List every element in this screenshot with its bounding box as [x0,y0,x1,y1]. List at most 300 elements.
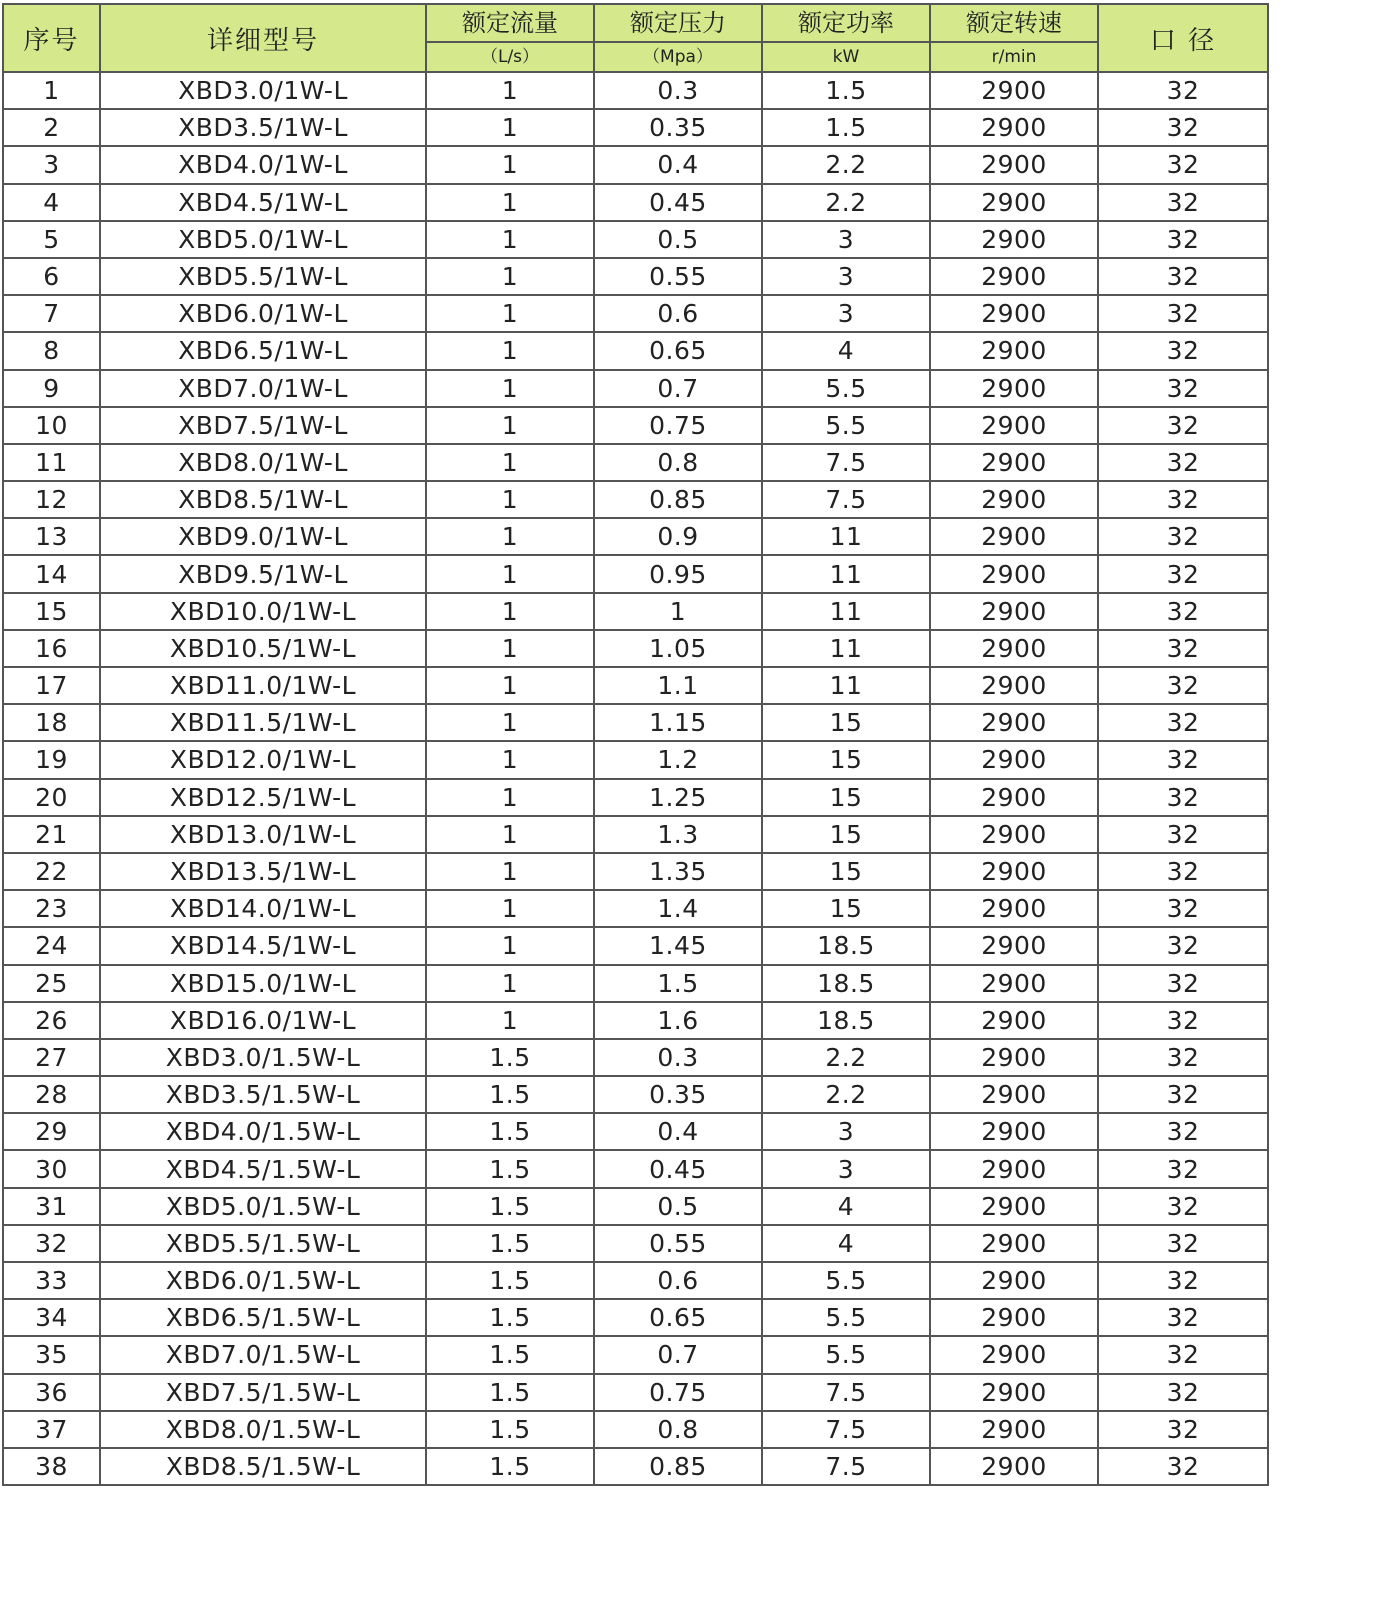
cell-diameter: 32 [1098,1113,1268,1150]
cell-flow: 1 [426,295,594,332]
cell-model: XBD9.5/1W-L [100,555,426,592]
cell-flow: 1.5 [426,1411,594,1448]
cell-speed: 2900 [930,109,1098,146]
cell-flow: 1 [426,630,594,667]
table-row [3,1411,1268,1448]
cell-model: XBD10.0/1W-L [100,593,426,630]
cell-speed: 2900 [930,258,1098,295]
table-row [3,295,1268,332]
cell-speed: 2900 [930,965,1098,1002]
cell-speed: 2900 [930,630,1098,667]
unit-flow: （L/s） [426,42,594,72]
cell-power: 1.5 [762,109,930,146]
cell-speed: 2900 [930,741,1098,778]
header-flow: 额定流量 [426,4,594,42]
cell-diameter: 32 [1098,1188,1268,1225]
cell-speed: 2900 [930,370,1098,407]
cell-index: 12 [3,481,100,518]
cell-power: 15 [762,741,930,778]
cell-speed: 2900 [930,816,1098,853]
table-header [3,4,1268,72]
cell-speed: 2900 [930,1150,1098,1187]
table-row [3,184,1268,221]
cell-flow: 1.5 [426,1448,594,1485]
cell-model: XBD3.5/1W-L [100,109,426,146]
cell-speed: 2900 [930,890,1098,927]
cell-pressure: 0.7 [594,370,762,407]
cell-pressure: 1.1 [594,667,762,704]
cell-pressure: 1.5 [594,965,762,1002]
cell-model: XBD4.0/1W-L [100,146,426,183]
cell-pressure: 1.05 [594,630,762,667]
cell-diameter: 32 [1098,779,1268,816]
unit-power: kW [762,42,930,72]
cell-speed: 2900 [930,221,1098,258]
cell-pressure: 0.6 [594,295,762,332]
cell-model: XBD13.0/1W-L [100,816,426,853]
cell-power: 7.5 [762,1411,930,1448]
cell-diameter: 32 [1098,1076,1268,1113]
cell-diameter: 32 [1098,109,1268,146]
cell-diameter: 32 [1098,407,1268,444]
cell-flow: 1 [426,146,594,183]
cell-model: XBD5.0/1W-L [100,221,426,258]
cell-power: 2.2 [762,1076,930,1113]
cell-diameter: 32 [1098,1411,1268,1448]
cell-flow: 1.5 [426,1076,594,1113]
table-row [3,890,1268,927]
cell-diameter: 32 [1098,1225,1268,1262]
table-row [3,518,1268,555]
cell-speed: 2900 [930,1448,1098,1485]
cell-flow: 1.5 [426,1225,594,1262]
cell-diameter: 32 [1098,518,1268,555]
cell-pressure: 1.3 [594,816,762,853]
cell-diameter: 32 [1098,630,1268,667]
table-row [3,481,1268,518]
cell-speed: 2900 [930,72,1098,109]
cell-flow: 1 [426,741,594,778]
header-pressure: 额定压力 [594,4,762,42]
cell-power: 5.5 [762,1262,930,1299]
cell-index: 22 [3,853,100,890]
table-row [3,1039,1268,1076]
cell-index: 28 [3,1076,100,1113]
cell-pressure: 0.95 [594,555,762,592]
cell-flow: 1 [426,779,594,816]
cell-pressure: 0.45 [594,1150,762,1187]
table-row [3,258,1268,295]
table-row [3,370,1268,407]
table-body [3,72,1268,1485]
cell-model: XBD3.0/1W-L [100,72,426,109]
cell-speed: 2900 [930,1336,1098,1373]
cell-diameter: 32 [1098,593,1268,630]
cell-diameter: 32 [1098,1150,1268,1187]
cell-model: XBD6.5/1W-L [100,332,426,369]
cell-power: 3 [762,221,930,258]
cell-pressure: 0.85 [594,481,762,518]
cell-pressure: 1.35 [594,853,762,890]
cell-diameter: 32 [1098,1039,1268,1076]
cell-model: XBD9.0/1W-L [100,518,426,555]
cell-diameter: 32 [1098,258,1268,295]
cell-diameter: 32 [1098,667,1268,704]
cell-index: 11 [3,444,100,481]
cell-index: 26 [3,1002,100,1039]
table-row [3,1299,1268,1336]
cell-flow: 1 [426,965,594,1002]
cell-index: 34 [3,1299,100,1336]
table-row [3,1448,1268,1485]
cell-model: XBD10.5/1W-L [100,630,426,667]
cell-model: XBD14.0/1W-L [100,890,426,927]
cell-diameter: 32 [1098,1262,1268,1299]
cell-power: 3 [762,295,930,332]
cell-speed: 2900 [930,853,1098,890]
cell-model: XBD11.0/1W-L [100,667,426,704]
cell-flow: 1 [426,109,594,146]
cell-index: 1 [3,72,100,109]
header-power: 额定功率 [762,4,930,42]
cell-pressure: 1.45 [594,927,762,964]
cell-model: XBD12.0/1W-L [100,741,426,778]
cell-power: 15 [762,779,930,816]
cell-speed: 2900 [930,1039,1098,1076]
cell-model: XBD4.5/1W-L [100,184,426,221]
cell-model: XBD7.5/1.5W-L [100,1374,426,1411]
cell-flow: 1.5 [426,1262,594,1299]
cell-speed: 2900 [930,481,1098,518]
cell-pressure: 0.4 [594,146,762,183]
cell-pressure: 0.65 [594,332,762,369]
cell-pressure: 1.2 [594,741,762,778]
cell-diameter: 32 [1098,927,1268,964]
cell-power: 11 [762,667,930,704]
cell-diameter: 32 [1098,370,1268,407]
cell-speed: 2900 [930,146,1098,183]
cell-flow: 1 [426,444,594,481]
table-row [3,667,1268,704]
table-row [3,1374,1268,1411]
cell-flow: 1 [426,258,594,295]
table-row [3,1188,1268,1225]
cell-power: 11 [762,518,930,555]
cell-model: XBD4.5/1.5W-L [100,1150,426,1187]
cell-index: 9 [3,370,100,407]
cell-flow: 1 [426,555,594,592]
cell-power: 7.5 [762,1448,930,1485]
cell-pressure: 0.35 [594,109,762,146]
cell-power: 3 [762,258,930,295]
cell-power: 7.5 [762,1374,930,1411]
cell-index: 13 [3,518,100,555]
cell-model: XBD7.0/1W-L [100,370,426,407]
cell-diameter: 32 [1098,481,1268,518]
cell-pressure: 0.85 [594,1448,762,1485]
cell-diameter: 32 [1098,444,1268,481]
cell-pressure: 1.15 [594,704,762,741]
cell-power: 11 [762,555,930,592]
table-row [3,779,1268,816]
cell-diameter: 32 [1098,72,1268,109]
cell-pressure: 0.4 [594,1113,762,1150]
table-row [3,1336,1268,1373]
cell-index: 19 [3,741,100,778]
table-row [3,741,1268,778]
cell-index: 32 [3,1225,100,1262]
cell-diameter: 32 [1098,1448,1268,1485]
table-row [3,72,1268,109]
table-row [3,593,1268,630]
cell-model: XBD14.5/1W-L [100,927,426,964]
cell-index: 23 [3,890,100,927]
cell-speed: 2900 [930,779,1098,816]
cell-flow: 1 [426,704,594,741]
cell-pressure: 1.4 [594,890,762,927]
cell-flow: 1.5 [426,1039,594,1076]
cell-power: 15 [762,890,930,927]
cell-speed: 2900 [930,1113,1098,1150]
cell-model: XBD7.0/1.5W-L [100,1336,426,1373]
cell-diameter: 32 [1098,221,1268,258]
cell-model: XBD6.0/1.5W-L [100,1262,426,1299]
cell-index: 20 [3,779,100,816]
cell-index: 5 [3,221,100,258]
cell-pressure: 1.25 [594,779,762,816]
cell-diameter: 32 [1098,295,1268,332]
cell-index: 36 [3,1374,100,1411]
cell-pressure: 0.55 [594,258,762,295]
cell-index: 37 [3,1411,100,1448]
cell-speed: 2900 [930,1225,1098,1262]
cell-diameter: 32 [1098,853,1268,890]
cell-diameter: 32 [1098,741,1268,778]
cell-index: 25 [3,965,100,1002]
cell-pressure: 0.3 [594,1039,762,1076]
cell-power: 4 [762,1188,930,1225]
cell-speed: 2900 [930,1299,1098,1336]
table-row [3,444,1268,481]
cell-pressure: 0.8 [594,1411,762,1448]
cell-speed: 2900 [930,1076,1098,1113]
cell-model: XBD3.0/1.5W-L [100,1039,426,1076]
cell-model: XBD7.5/1W-L [100,407,426,444]
cell-speed: 2900 [930,184,1098,221]
cell-index: 18 [3,704,100,741]
table-row [3,965,1268,1002]
pump-spec-table [2,3,1269,1486]
cell-flow: 1 [426,667,594,704]
table-row [3,704,1268,741]
cell-flow: 1 [426,481,594,518]
cell-speed: 2900 [930,1262,1098,1299]
cell-model: XBD13.5/1W-L [100,853,426,890]
table-row [3,1225,1268,1262]
cell-diameter: 32 [1098,816,1268,853]
cell-pressure: 0.35 [594,1076,762,1113]
cell-index: 3 [3,146,100,183]
cell-flow: 1 [426,370,594,407]
cell-model: XBD11.5/1W-L [100,704,426,741]
header-speed: 额定转速 [930,4,1098,42]
cell-power: 4 [762,332,930,369]
cell-flow: 1 [426,1002,594,1039]
cell-power: 4 [762,1225,930,1262]
cell-speed: 2900 [930,593,1098,630]
cell-index: 2 [3,109,100,146]
cell-model: XBD8.0/1.5W-L [100,1411,426,1448]
cell-power: 18.5 [762,965,930,1002]
cell-index: 35 [3,1336,100,1373]
table-row [3,555,1268,592]
cell-power: 7.5 [762,444,930,481]
cell-power: 11 [762,630,930,667]
cell-index: 7 [3,295,100,332]
cell-pressure: 1 [594,593,762,630]
cell-flow: 1.5 [426,1113,594,1150]
cell-power: 2.2 [762,146,930,183]
unit-pressure: （Mpa） [594,42,762,72]
cell-speed: 2900 [930,407,1098,444]
table-row [3,927,1268,964]
table-row [3,109,1268,146]
cell-power: 5.5 [762,1299,930,1336]
cell-model: XBD6.5/1.5W-L [100,1299,426,1336]
cell-power: 18.5 [762,1002,930,1039]
cell-flow: 1 [426,816,594,853]
cell-power: 2.2 [762,1039,930,1076]
table-row [3,221,1268,258]
cell-power: 3 [762,1113,930,1150]
cell-pressure: 0.75 [594,1374,762,1411]
cell-index: 8 [3,332,100,369]
cell-speed: 2900 [930,1002,1098,1039]
cell-diameter: 32 [1098,332,1268,369]
cell-model: XBD8.5/1.5W-L [100,1448,426,1485]
cell-diameter: 32 [1098,1336,1268,1373]
table-row [3,1076,1268,1113]
cell-diameter: 32 [1098,1374,1268,1411]
cell-diameter: 32 [1098,1299,1268,1336]
cell-power: 1.5 [762,72,930,109]
cell-speed: 2900 [930,667,1098,704]
cell-model: XBD5.5/1.5W-L [100,1225,426,1262]
cell-diameter: 32 [1098,965,1268,1002]
table-row [3,146,1268,183]
cell-model: XBD5.5/1W-L [100,258,426,295]
cell-index: 10 [3,407,100,444]
header-model: 详细型号 [100,4,426,72]
cell-pressure: 0.65 [594,1299,762,1336]
cell-index: 14 [3,555,100,592]
cell-pressure: 0.5 [594,1188,762,1225]
cell-pressure: 0.7 [594,1336,762,1373]
table-row [3,853,1268,890]
cell-power: 18.5 [762,927,930,964]
cell-flow: 1 [426,593,594,630]
cell-index: 30 [3,1150,100,1187]
cell-flow: 1 [426,332,594,369]
cell-speed: 2900 [930,555,1098,592]
table-row [3,1113,1268,1150]
table-row [3,332,1268,369]
cell-index: 38 [3,1448,100,1485]
cell-power: 2.2 [762,184,930,221]
cell-power: 15 [762,816,930,853]
cell-model: XBD6.0/1W-L [100,295,426,332]
header-index: 序号 [3,4,100,72]
cell-flow: 1.5 [426,1188,594,1225]
cell-model: XBD3.5/1.5W-L [100,1076,426,1113]
cell-pressure: 0.9 [594,518,762,555]
cell-power: 7.5 [762,481,930,518]
cell-diameter: 32 [1098,146,1268,183]
unit-speed: r/min [930,42,1098,72]
cell-speed: 2900 [930,1374,1098,1411]
cell-pressure: 0.55 [594,1225,762,1262]
cell-power: 3 [762,1150,930,1187]
cell-model: XBD15.0/1W-L [100,965,426,1002]
cell-model: XBD16.0/1W-L [100,1002,426,1039]
cell-speed: 2900 [930,1188,1098,1225]
cell-flow: 1 [426,221,594,258]
table-row [3,630,1268,667]
cell-pressure: 0.6 [594,1262,762,1299]
cell-power: 11 [762,593,930,630]
cell-speed: 2900 [930,332,1098,369]
cell-index: 17 [3,667,100,704]
cell-diameter: 32 [1098,184,1268,221]
cell-model: XBD8.0/1W-L [100,444,426,481]
cell-flow: 1 [426,407,594,444]
cell-flow: 1 [426,518,594,555]
cell-power: 5.5 [762,1336,930,1373]
cell-flow: 1.5 [426,1374,594,1411]
cell-index: 6 [3,258,100,295]
cell-diameter: 32 [1098,555,1268,592]
cell-power: 15 [762,704,930,741]
cell-pressure: 0.3 [594,72,762,109]
cell-model: XBD4.0/1.5W-L [100,1113,426,1150]
cell-index: 4 [3,184,100,221]
table-row [3,1002,1268,1039]
cell-model: XBD5.0/1.5W-L [100,1188,426,1225]
cell-model: XBD8.5/1W-L [100,481,426,518]
cell-diameter: 32 [1098,704,1268,741]
cell-flow: 1 [426,72,594,109]
cell-diameter: 32 [1098,890,1268,927]
cell-flow: 1 [426,853,594,890]
cell-index: 16 [3,630,100,667]
cell-index: 27 [3,1039,100,1076]
cell-flow: 1.5 [426,1299,594,1336]
cell-pressure: 0.45 [594,184,762,221]
cell-power: 5.5 [762,407,930,444]
cell-speed: 2900 [930,704,1098,741]
cell-index: 24 [3,927,100,964]
cell-diameter: 32 [1098,1002,1268,1039]
cell-index: 31 [3,1188,100,1225]
cell-flow: 1.5 [426,1150,594,1187]
cell-index: 29 [3,1113,100,1150]
cell-pressure: 1.6 [594,1002,762,1039]
cell-speed: 2900 [930,444,1098,481]
table-row [3,1150,1268,1187]
table-row [3,816,1268,853]
table-row [3,407,1268,444]
cell-index: 15 [3,593,100,630]
